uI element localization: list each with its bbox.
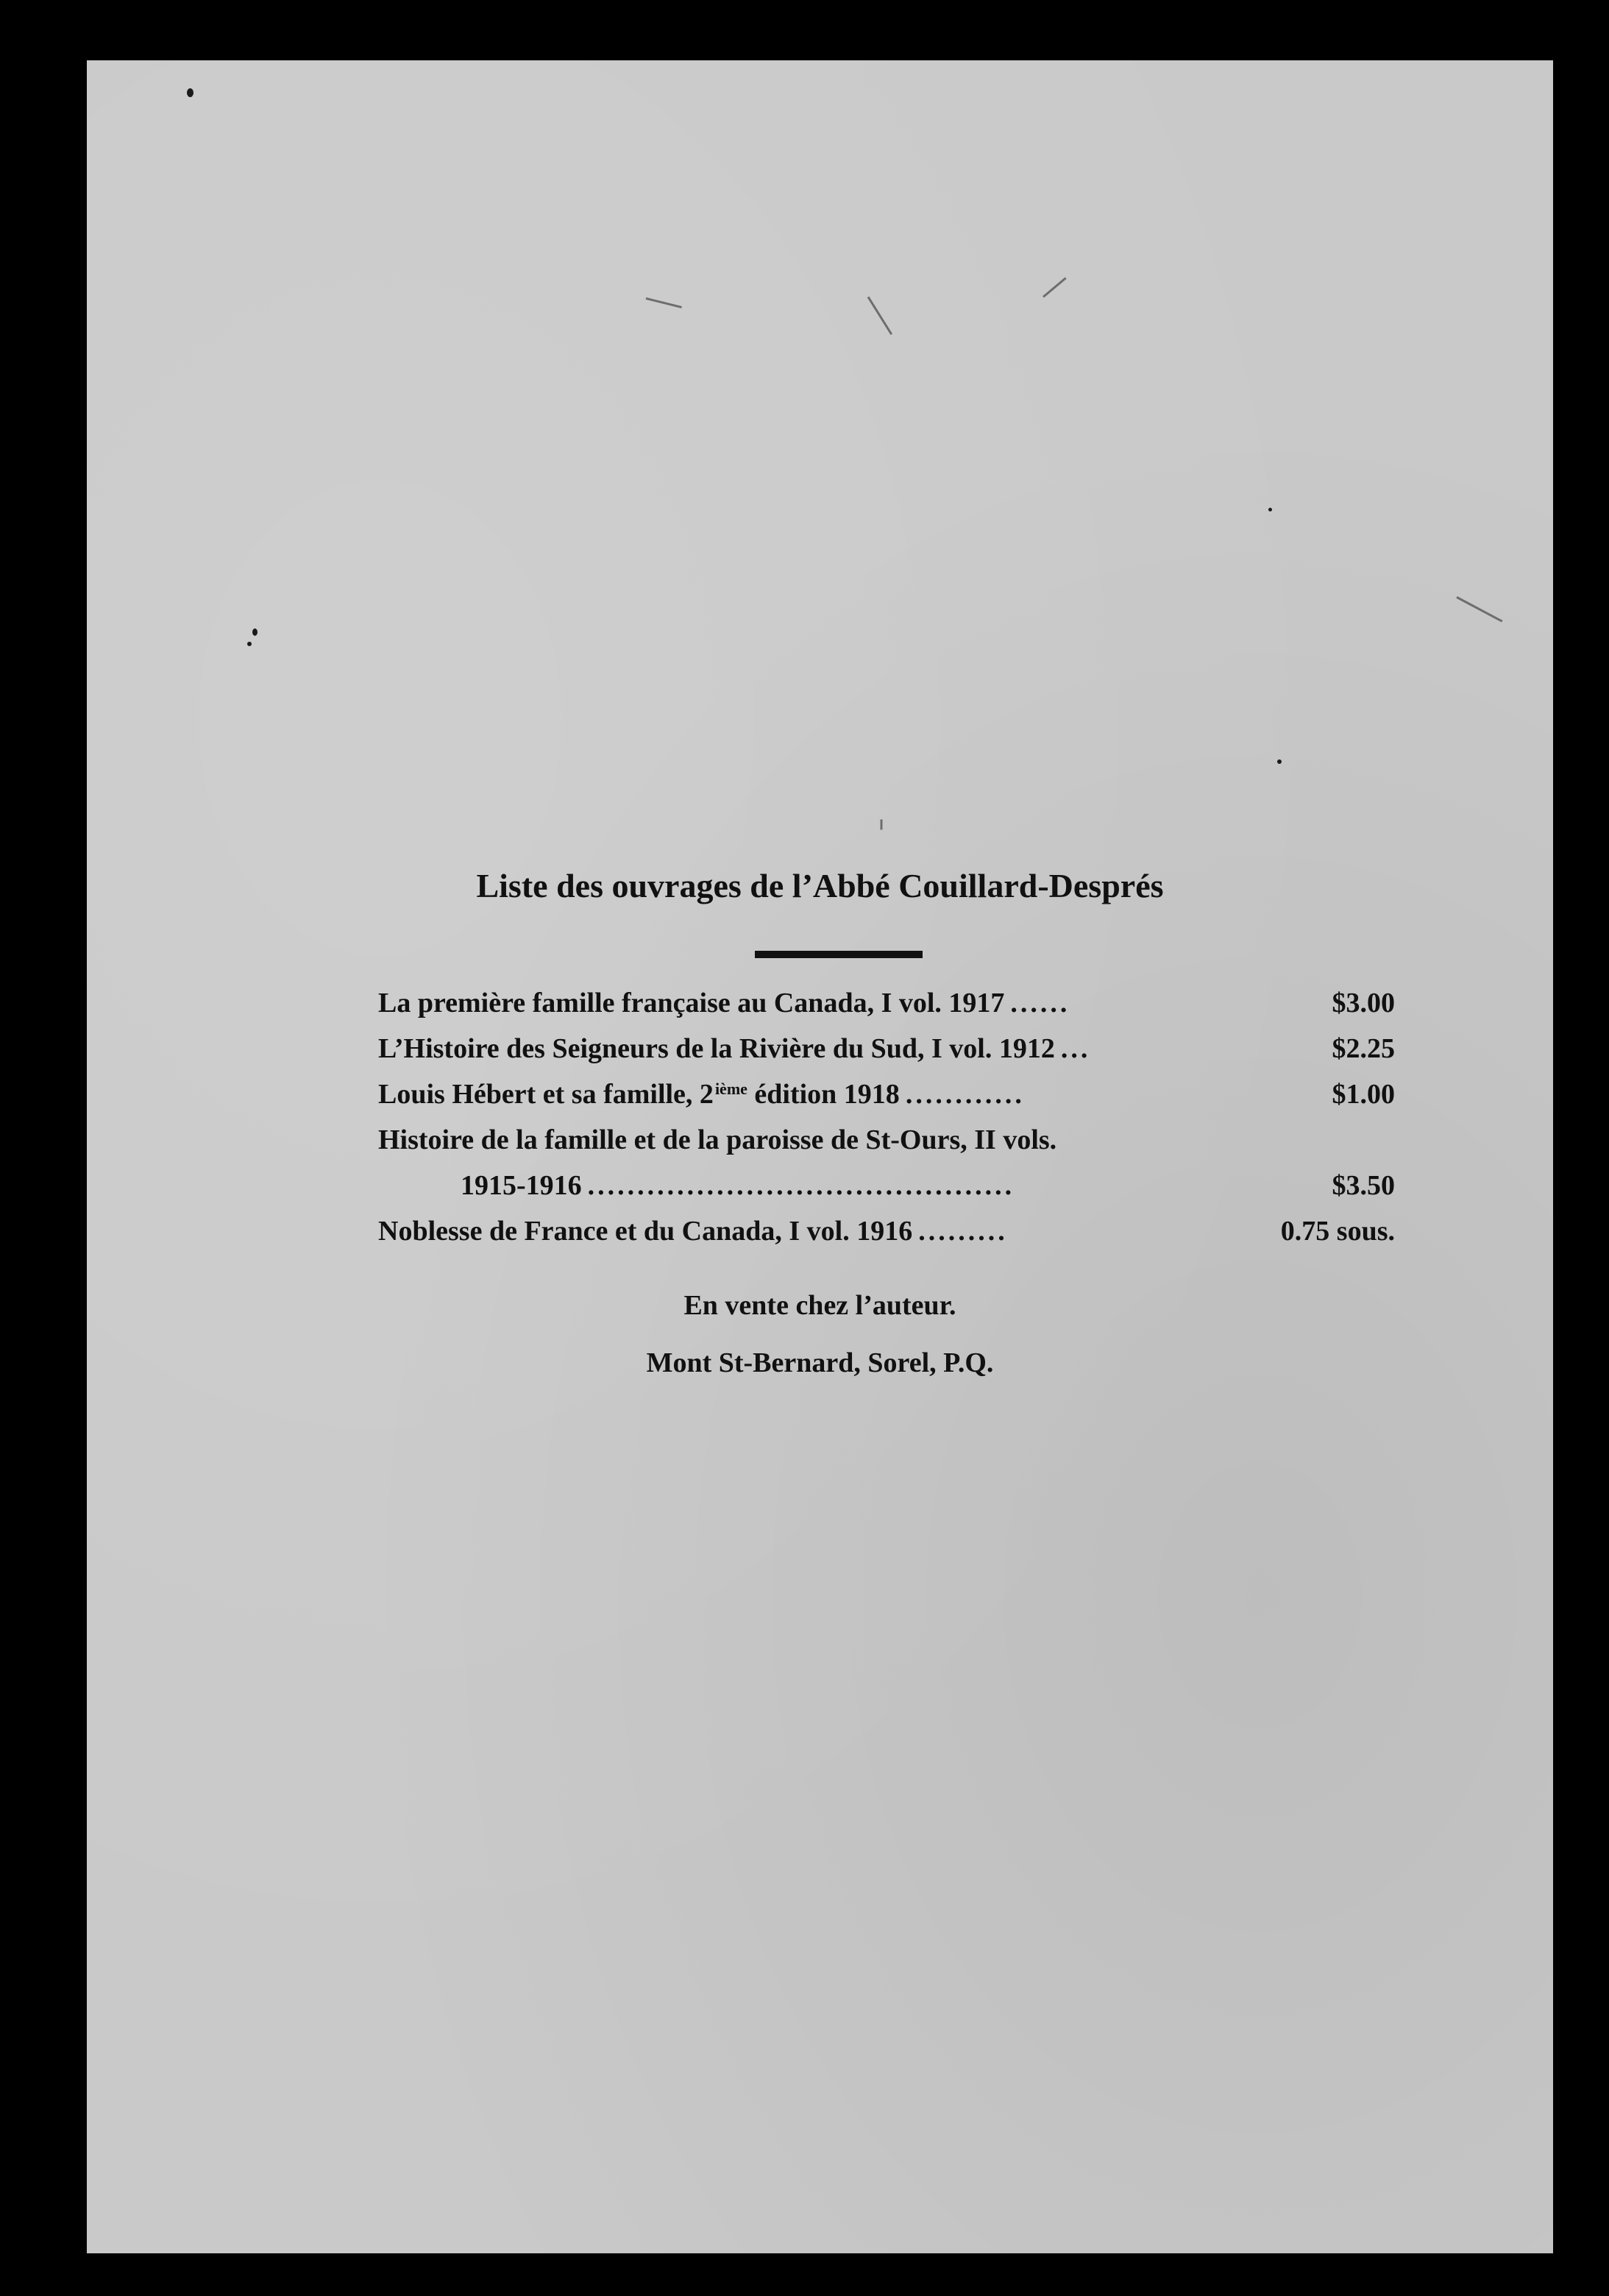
work-entry — [378, 980, 1395, 1026]
work-price: $3.00 — [1332, 988, 1395, 1018]
work-price: $2.25 — [1332, 1033, 1395, 1064]
work-title: Histoire de la famille et de la paroisse de St-Ours, II vols. — [378, 1124, 1057, 1155]
scan-speck — [187, 88, 193, 97]
list-title: Liste des ouvrages de l’Abbé Couillard-Després — [476, 867, 1164, 904]
work-years: 1915-1916 — [461, 1170, 582, 1201]
scanned-page — [87, 60, 1553, 2253]
work-entry — [378, 1071, 1395, 1117]
work-entry — [378, 1208, 1395, 1254]
work-price: 0.75 sous. — [1280, 1216, 1395, 1247]
title-rule — [755, 951, 923, 958]
scan-scratch — [867, 297, 892, 335]
work-title: L’Histoire des Seigneurs de la Rivière du Sud, I vol. 1912 — [378, 1033, 1055, 1064]
scan-scratch — [1456, 596, 1502, 623]
work-price: $1.00 — [1332, 1079, 1395, 1110]
work-price: $3.50 — [1332, 1170, 1395, 1201]
scan-speck — [1268, 508, 1272, 511]
dot-leader: ........................................... — [587, 1170, 1015, 1201]
dot-leader: ............ — [905, 1079, 1025, 1110]
dot-leader: ...... — [1010, 988, 1070, 1018]
scan-scratch — [881, 820, 883, 830]
scan-speck — [252, 628, 257, 636]
work-title-continuation — [378, 1163, 1395, 1208]
work-title-part: Louis Hébert et sa famille, 2 — [378, 1079, 714, 1110]
work-title: Noblesse de France et du Canada, I vol. 1916 — [378, 1216, 913, 1247]
dot-leader: ......... — [918, 1216, 1008, 1247]
scan-speck — [247, 642, 252, 646]
scan-scratch — [1043, 277, 1067, 298]
works-list — [378, 980, 1395, 1254]
dot-leader: ... — [1060, 1033, 1091, 1064]
work-title: La première famille française au Canada, I vol. 1917 — [378, 988, 1005, 1018]
author-address: Mont St-Bernard, Sorel, P.Q. — [646, 1347, 994, 1378]
scan-speck — [1277, 759, 1282, 764]
work-title — [378, 1071, 900, 1117]
ordinal-suffix: ième — [714, 1080, 747, 1098]
work-title-part: édition 1918 — [747, 1079, 900, 1110]
work-entry — [378, 1117, 1395, 1208]
scan-scratch — [646, 297, 682, 308]
sale-note: En vente chez l’auteur. — [683, 1290, 956, 1321]
work-entry — [378, 1026, 1395, 1071]
